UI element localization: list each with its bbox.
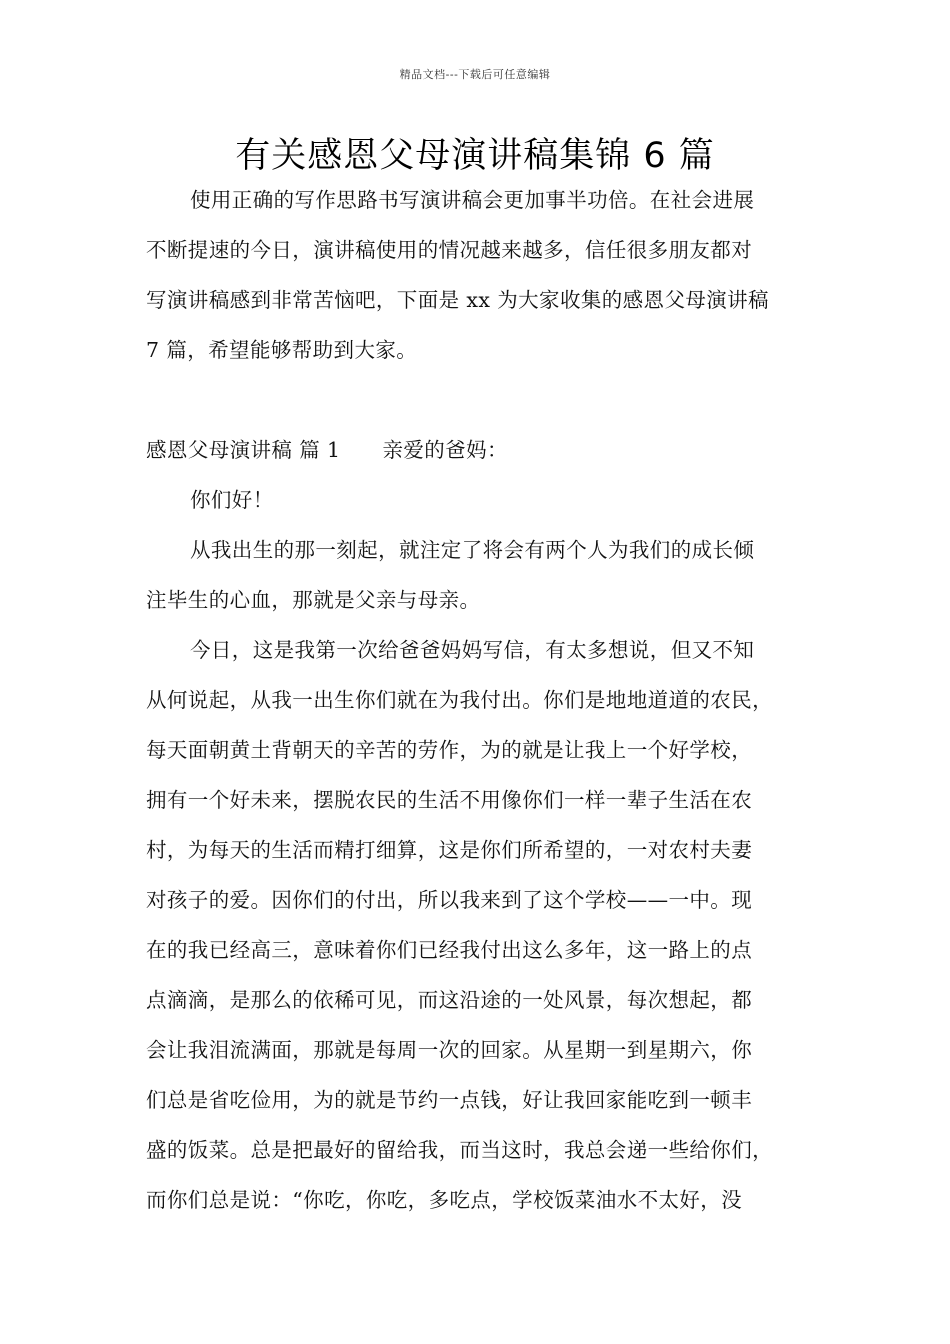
- intro-paragraph: [146, 175, 826, 375]
- paragraph-line: 从我出生的那一刻起，就注定了将会有两个人为我们的成长倾: [190, 538, 755, 562]
- intro-line: 写演讲稿感到非常苦恼吧，下面是 xx 为大家收集的感恩父母演讲稿: [146, 288, 769, 312]
- intro-line: 7 篇，希望能够帮助到大家。: [146, 338, 418, 362]
- paragraph-line: 拥有一个好未来，摆脱农民的生活不用像你们一样一辈子生活在农: [146, 788, 753, 812]
- intro-line: 使用正确的写作思路书写演讲稿会更加事半功倍。在社会进展: [190, 188, 755, 212]
- intro-line: 不断提速的今日，演讲稿使用的情况越来越多，信任很多朋友都对: [146, 238, 753, 262]
- paragraph-line: 每天面朝黄土背朝天的辛苦的劳作，为的就是让我上一个好学校，: [146, 738, 753, 762]
- section-heading-line: [146, 425, 826, 475]
- paragraph-line: 对孩子的爱。因你们的付出，所以我来到了这个学校——一中。现: [146, 888, 753, 912]
- paragraph-line: 今日，这是我第一次给爸爸妈妈写信，有太多想说，但又不知: [190, 638, 755, 662]
- document-title: 有关感恩父母演讲稿集锦 6 篇: [235, 136, 715, 176]
- paragraph-line: 在的我已经高三，意味着你们已经我付出这么多年，这一路上的点: [146, 938, 753, 962]
- paragraph-line: 村，为每天的生活而精打细算，这是你们所希望的，一对农村夫妻: [146, 838, 753, 862]
- paragraph-line: 而你们总是说：“你吃，你吃，多吃点，学校饭菜油水不太好，没: [146, 1188, 743, 1212]
- paragraph-line: 会让我泪流满面，那就是每周一次的回家。从星期一到星期六，你: [146, 1038, 753, 1062]
- speech-section: [146, 425, 826, 1225]
- greeting: 你们好！: [190, 488, 274, 512]
- paragraph-line: 们总是省吃俭用，为的就是节约一点钱，好让我回家能吃到一顿丰: [146, 1088, 753, 1112]
- paragraph-line: 从何说起，从我一出生你们就在为我付出。你们是地地道道的农民，: [146, 688, 773, 712]
- salutation: 亲爱的爸妈：: [382, 438, 508, 462]
- section-heading: 感恩父母演讲稿 篇 1: [146, 438, 341, 462]
- header-note: 精品文档---下载后可任意编辑: [399, 68, 551, 81]
- paragraph-line: 盛的饭菜。总是把最好的留给我，而当这时，我总会递一些给你们，: [146, 1138, 773, 1162]
- paragraph-line: 点滴滴，是那么的依稀可见，而这沿途的一处风景，每次想起，都: [146, 988, 753, 1012]
- paragraph-line: 注毕生的心血，那就是父亲与母亲。: [146, 588, 481, 612]
